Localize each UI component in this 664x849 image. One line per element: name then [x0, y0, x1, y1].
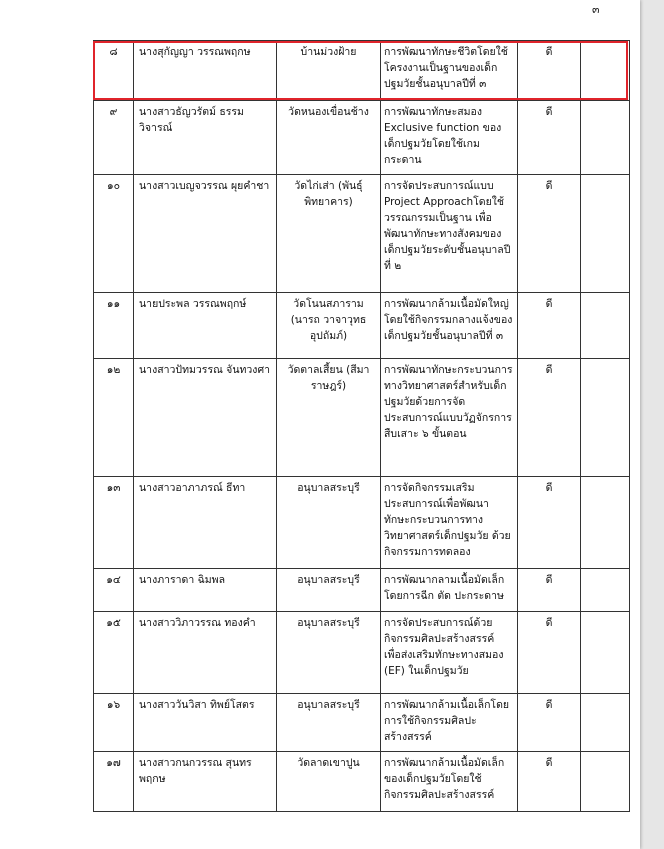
research-title: การพัฒนาทักษะกระบวนการทางวิทยาศาสตร์สำหรับเด็กปฐมวัยด้วยการจัดประสบการณ์แบบวัฏจักรการสืบเสาะ ๖ ขั้นตอน	[381, 359, 518, 477]
remark-cell	[581, 477, 630, 569]
remark-cell	[581, 612, 630, 694]
row-number: ๑๕	[94, 612, 134, 694]
row-number: ๙	[94, 101, 134, 175]
row-number: ๑๗	[94, 752, 134, 812]
school-name: อนุบาลสระบุรี	[277, 477, 381, 569]
row-number: ๑๒	[94, 359, 134, 477]
table-row	[94, 569, 630, 612]
school-name: อนุบาลสระบุรี	[277, 612, 381, 694]
evaluation-result: ดี	[518, 101, 581, 175]
teacher-name: นางสาววิภาวรรณ ทองคำ	[134, 612, 277, 694]
school-name: บ้านม่วงฝ้าย	[277, 41, 381, 101]
results-table	[93, 40, 630, 812]
school-name: อนุบาลสระบุรี	[277, 569, 381, 612]
evaluation-result: ดี	[518, 41, 581, 101]
table-body	[94, 41, 630, 812]
research-title: การพัฒนากล้ามเนื้อเล็กโดยการใช้กิจกรรมศิลปะสร้างสรรค์	[381, 694, 518, 752]
row-number: ๑๐	[94, 175, 134, 293]
research-title: การพัฒนากล้ามเนื้อมัดใหญ่โดยใช้กิจกรรมกลางแจ้งของเด็กปฐมวัยชั้นอนุบาลปีที่ ๓	[381, 293, 518, 359]
row-number: ๑๓	[94, 477, 134, 569]
school-name: วัดตาลเสี้ยน (สีมาราษฎร์)	[277, 359, 381, 477]
school-name: วัดไก่เส่า (พันธุ์พิทยาคาร)	[277, 175, 381, 293]
school-name: วัดหนองเขื่อนช้าง	[277, 101, 381, 175]
table-row	[94, 694, 630, 752]
teacher-name: นางภาราดา ฉิมพล	[134, 569, 277, 612]
evaluation-result: ดี	[518, 477, 581, 569]
table-row	[94, 612, 630, 694]
evaluation-result: ดี	[518, 752, 581, 812]
remark-cell	[581, 101, 630, 175]
remark-cell	[581, 293, 630, 359]
teacher-name: นางสาวกนกวรรณ สุนทรพฤกษ	[134, 752, 277, 812]
research-title: การพัฒนากลามเนื้อมัดเล็กโดยการฉีก ตัด ปะกระดาษ	[381, 569, 518, 612]
teacher-name: นางสาวเบญจวรรณ ผุยคำชา	[134, 175, 277, 293]
school-name: วัดโนนสภาราม (นารถ วาจาวุทธอุปถัมภ์)	[277, 293, 381, 359]
teacher-name: นางสาววันวิสา ทิพย์โสตร	[134, 694, 277, 752]
remark-cell	[581, 569, 630, 612]
table-row	[94, 752, 630, 812]
row-number: ๑๔	[94, 569, 134, 612]
research-title: การจัดกิจกรรมเสริมประสบการณ์เพื่อพัฒนาทักษะกระบวนการทางวิทยาศาสตร์เด็กปฐมวัย ด้วยกิจกรรมการทดลอง	[381, 477, 518, 569]
research-title: การจัดประสบการณ์ด้วยกิจกรรมศิลปะสร้างสรรค์ เพื่อส่งเสริมทักษะทางสมอง (EF) ในเด็กปฐมวัย	[381, 612, 518, 694]
school-name: อนุบาลสระบุรี	[277, 694, 381, 752]
table-row	[94, 41, 630, 101]
table-row	[94, 175, 630, 293]
research-title: การพัฒนาทักษะสมอง Exclusive function ของเด็กปฐมวัยโดยใช้เกมกระดาน	[381, 101, 518, 175]
table-row	[94, 293, 630, 359]
evaluation-result: ดี	[518, 569, 581, 612]
table-row	[94, 359, 630, 477]
table-row	[94, 101, 630, 175]
table-row	[94, 477, 630, 569]
remark-cell	[581, 359, 630, 477]
remark-cell	[581, 752, 630, 812]
school-name: วัดลาดเขาปูน	[277, 752, 381, 812]
row-number: ๑๑	[94, 293, 134, 359]
teacher-name: นางสุกัญญา วรรณพฤกษ	[134, 41, 277, 101]
page-number: ๓	[592, 3, 600, 16]
research-title: การพัฒนากล้ามเนื้อมัดเล็กของเด็กปฐมวัยโดยใช้กิจกรรมศิลปะสร้างสรรค์	[381, 752, 518, 812]
research-title: การพัฒนาทักษะชีวิตโดยใช้โครงงานเป็นฐานของเด็กปฐมวัยชั้นอนุบาลปีที่ ๓	[381, 41, 518, 101]
evaluation-result: ดี	[518, 359, 581, 477]
row-number: ๑๖	[94, 694, 134, 752]
remark-cell	[581, 41, 630, 101]
remark-cell	[581, 175, 630, 293]
teacher-name: นางสาวธัญวรัตม์ ธรรมวิจารณ์	[134, 101, 277, 175]
teacher-name: นายประพล วรรณพฤกษ์	[134, 293, 277, 359]
evaluation-result: ดี	[518, 293, 581, 359]
evaluation-result: ดี	[518, 175, 581, 293]
teacher-name: นางสาวปัทมวรรณ จันทวงศา	[134, 359, 277, 477]
remark-cell	[581, 694, 630, 752]
evaluation-result: ดี	[518, 612, 581, 694]
teacher-name: นางสาวอาภาภรณ์ ธีทา	[134, 477, 277, 569]
research-title: การจัดประสบการณ์แบบ Project Approachโดยใช้วรรณกรรมเป็นฐาน เพื่อพัฒนาทักษะทางสังคมของเด็กปฐมวัยระดับชั้นอนุบาลปีที่ ๒	[381, 175, 518, 293]
row-number: ๘	[94, 41, 134, 101]
evaluation-result: ดี	[518, 694, 581, 752]
